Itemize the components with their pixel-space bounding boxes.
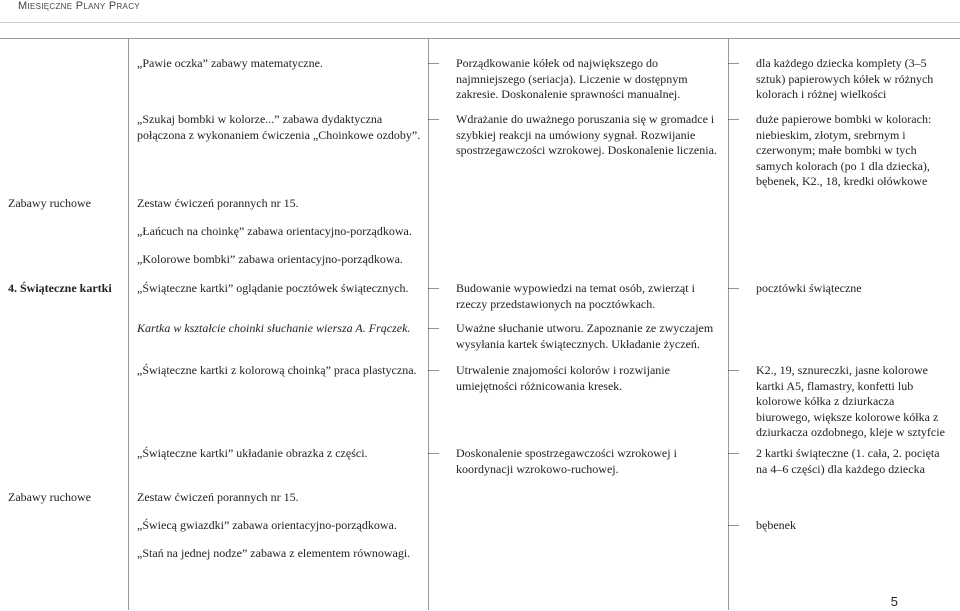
topic-cell: 4. Świąteczne kartki xyxy=(8,281,112,295)
goal-cell: — Porządkowanie kółek od największego do najmniejszego (seriacja). Liczenie w dostępnym zakresie. Doskonalenie sprawności manualnej. xyxy=(456,56,718,103)
goal-cell: — Doskonalenie spostrzegawczości wzrokowej i koordynacji wzrokowo-ruchowej. xyxy=(456,446,718,477)
activity-cell: „Świąteczne kartki z kolorową choinką” praca plastyczna. xyxy=(137,363,417,377)
activity-cell: „Świąteczne kartki” układanie obrazka z części. xyxy=(137,446,368,460)
goal-cell: — Wdrażanie do uważnego poruszania się w gromadce i szybkiej reakcji na umówiony sygnał. Rozwijanie spostrzegawczości wzrokowej. Doskonalenie liczenia. xyxy=(456,112,718,159)
plan-table xyxy=(0,38,960,39)
goal-cell: — Uważne słuchanie utworu. Zapoznanie ze zwyczajem wysyłania kartek świątecznych. Układanie życzeń. xyxy=(456,321,718,352)
running-header: Miesięczne Plany Pracy xyxy=(18,0,140,12)
activity-cell: „Pawie oczka” zabawy matematyczne. xyxy=(137,56,323,70)
topic-cell: Zabawy ruchowe xyxy=(8,490,91,504)
activity-cell: „Stań na jednej nodze” zabawa z elementem równowagi. xyxy=(137,546,411,560)
goal-cell: — Utrwalenie znajomości kolorów i rozwijanie umiejętności różnicowania kresek. xyxy=(456,363,718,394)
materials-cell: — bębenek xyxy=(756,518,951,534)
activity-cell: „Świecą gwiazdki” zabawa orientacyjno-porządkowa. xyxy=(137,518,397,532)
activity-cell: „Kolorowe bombki” zabawa orientacyjno-porządkowa. xyxy=(137,252,403,266)
materials-cell: — duże papierowe bombki w kolorach: niebieskim, złotym, srebrnym i czerwonym; małe bombki w tych samych kolorach (po 1 dla dziecka), bębenek, K2., 18, kredki ołówkowe xyxy=(756,112,951,190)
activity-cell: Kartka w kształcie choinki słuchanie wiersza A. Frączek. xyxy=(137,321,411,335)
materials-cell: — 2 kartki świąteczne (1. cała, 2. pocięta na 4–6 części) dla każdego dziecka xyxy=(756,446,951,477)
goal-cell: — Budowanie wypowiedzi na temat osób, zwierząt i rzeczy przedstawionych na pocztówkach. xyxy=(456,281,718,312)
activity-cell: „Szukaj bombki w kolorze...” zabawa dydaktyczna połączona z wykonaniem ćwiczenia „Choinkowe ozdoby”. xyxy=(137,112,421,142)
header-rule xyxy=(0,22,960,23)
page-number: 5 xyxy=(890,594,898,609)
activity-cell: „Łańcuch na choinkę” zabawa orientacyjno-porządkowa. xyxy=(137,224,412,238)
column-divider xyxy=(128,38,129,610)
activity-cell: „Świąteczne kartki” oglądanie pocztówek świątecznych. xyxy=(137,281,409,295)
materials-cell: — pocztówki świąteczne xyxy=(756,281,951,297)
topic-cell: Zabawy ruchowe xyxy=(8,196,91,210)
materials-cell: — K2., 19, sznureczki, jasne kolorowe kartki A5, flamastry, konfetti lub kolorowe kółka z dziurkacza biurowego, większe kolorowe kółka z dziurkacza ozdobnego, kleje w sztyfcie xyxy=(756,363,951,441)
activity-cell: Zestaw ćwiczeń porannych nr 15. xyxy=(137,490,299,504)
activity-cell: Zestaw ćwiczeń porannych nr 15. xyxy=(137,196,299,210)
materials-cell: — dla każdego dziecka komplety (3–5 sztuk) papierowych kółek w różnych kolorach i różnej wielkości xyxy=(756,56,951,103)
